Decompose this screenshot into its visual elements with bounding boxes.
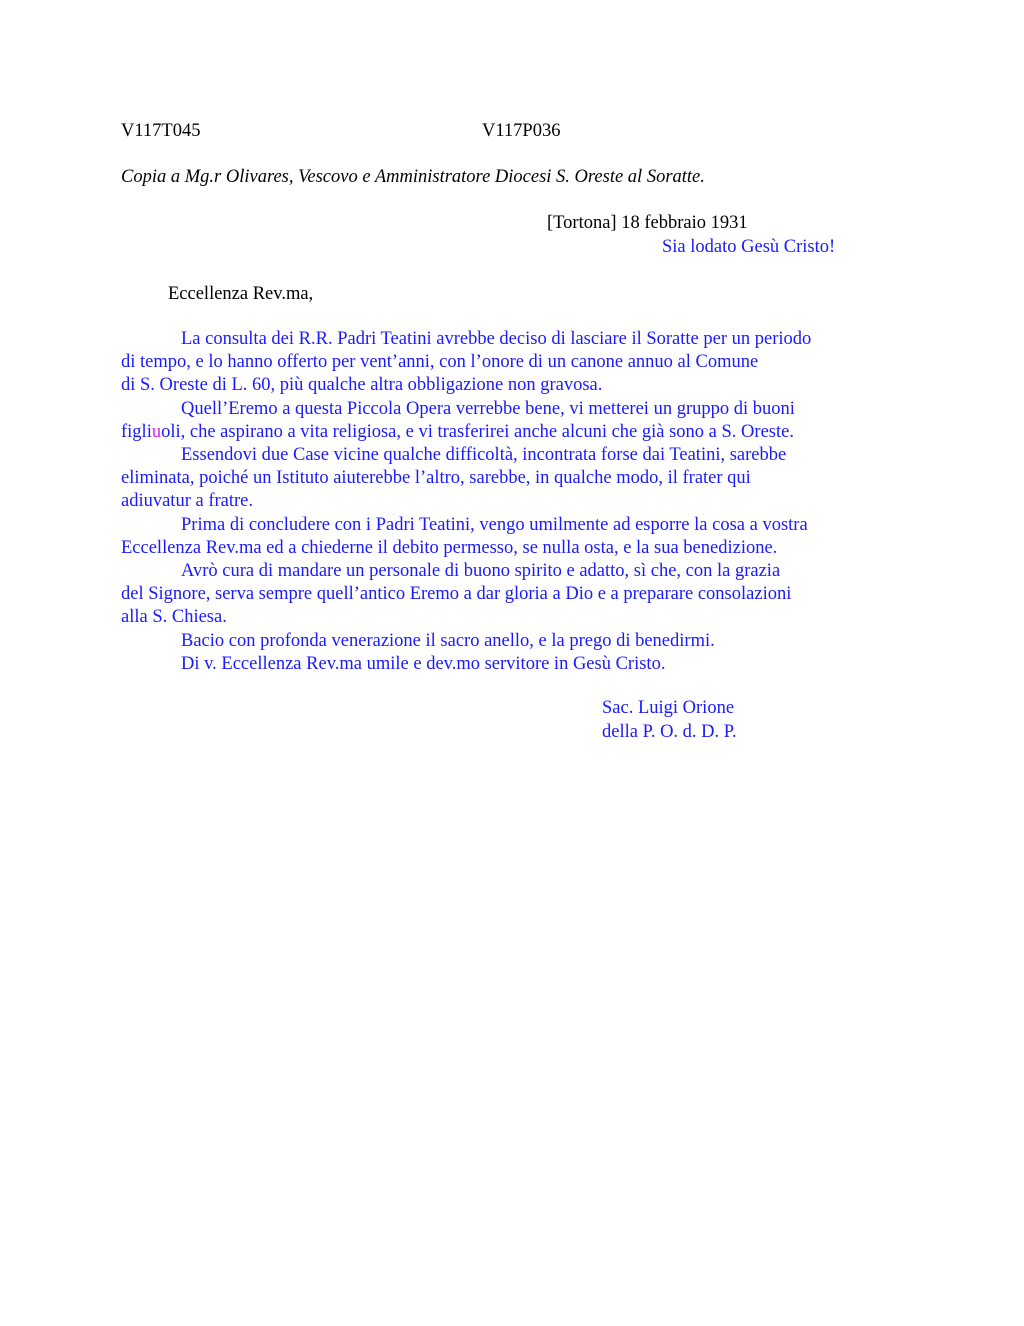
body-line: di tempo, e lo hanno offerto per vent’anni, con l’onore di un canone annuo al Comune [121, 352, 759, 373]
body-line: Di v. Eccellenza Rev.ma umile e dev.mo servitore in Gesù Cristo. [181, 653, 666, 674]
body-line: La consulta dei R.R. Padri Teatini avrebbe deciso di lasciare il Soratte per un periodo [181, 329, 812, 349]
body-line: di S. Oreste di L. 60, più qualche altra obbligazione non gravosa. [121, 375, 603, 396]
body-line: Quell’Eremo a questa Piccola Opera verrebbe bene, vi metterei un gruppo di buoni [181, 398, 795, 419]
body-line-post: oli, che aspirano a vita religiosa, e vi trasferirei anche alcuni che già sono a S. Oreste. [161, 421, 794, 442]
document-code-right: V117P036 [482, 121, 561, 141]
salutation: Eccellenza Rev.ma, [168, 284, 314, 304]
body-line: adiuvatur a fratre. [121, 491, 253, 512]
highlighted-letter: u [151, 421, 162, 442]
body-line: Prima di concludere con i Padri Teatini, vengo umilmente ad esporre la cosa a vostra [181, 514, 808, 535]
body-line: Bacio con profonda venerazione il sacro anello, e la prego di benedirmi. [181, 630, 715, 651]
letter-body [121, 328, 881, 676]
body-line: eliminata, poiché un Istituto aiuterebbe l’altro, sarebbe, in qualche modo, il frater qui [121, 468, 751, 489]
body-line [121, 421, 881, 444]
body-line-pre: figli [121, 421, 152, 442]
copy-note: Copia a Mg.r Olivares, Vescovo e Amministratore Diocesi S. Oreste al Soratte. [121, 167, 705, 187]
signature-org: della P. O. d. D. P. [602, 722, 737, 742]
body-line: Avrò cura di mandare un personale di buono spirito e adatto, sì che, con la grazia [181, 561, 781, 582]
place-date: [Tortona] 18 febbraio 1931 [547, 213, 748, 233]
invocation: Sia lodato Gesù Cristo! [662, 237, 836, 257]
body-line: Essendovi due Case vicine qualche difficoltà, incontrata forse dai Teatini, sarebbe [181, 445, 787, 466]
signature-name: Sac. Luigi Orione [602, 698, 735, 718]
body-line: Eccellenza Rev.ma ed a chiederne il debito permesso, se nulla osta, e la sua benedizione. [121, 537, 778, 558]
document-code-left: V117T045 [121, 121, 201, 141]
body-line: del Signore, serva sempre quell’antico Eremo a dar gloria a Dio e a preparare consolazioni [121, 584, 792, 605]
body-line: alla S. Chiesa. [121, 607, 227, 628]
